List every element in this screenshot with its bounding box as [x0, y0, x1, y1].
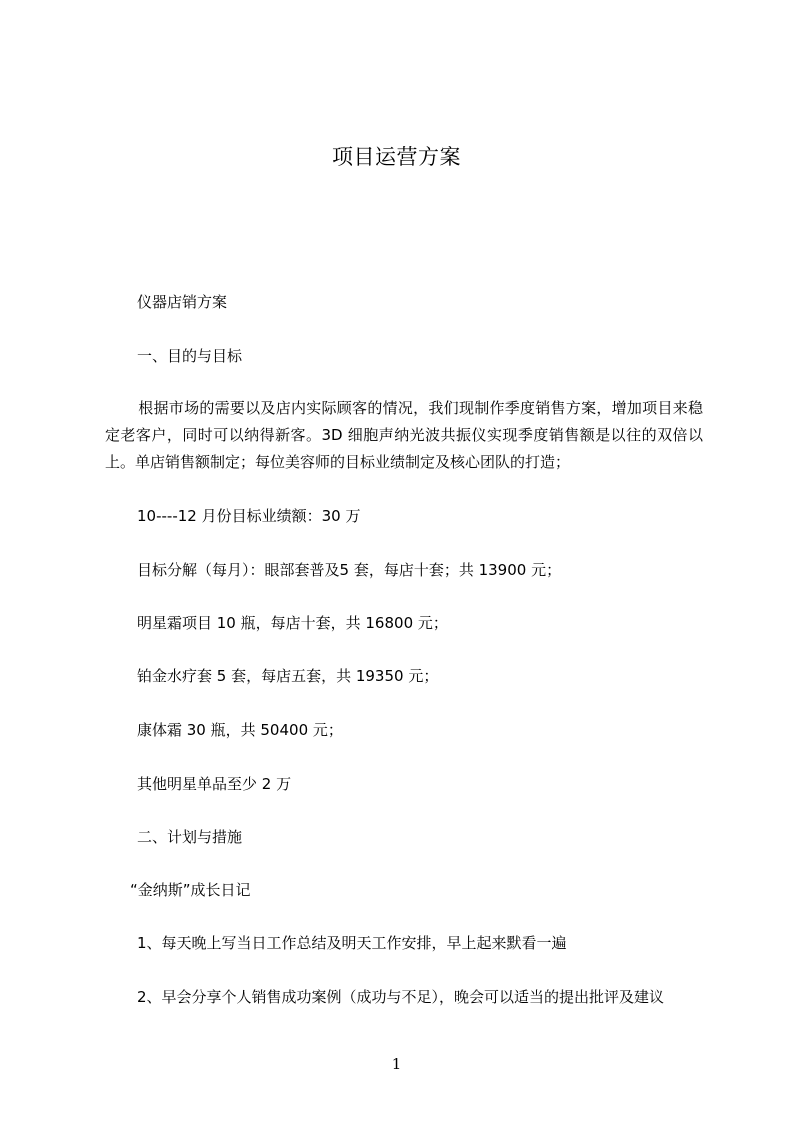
section-heading-goals: 一、目的与目标: [137, 347, 243, 365]
section-heading-measures: 二、计划与措施: [137, 828, 243, 846]
measure-item-1: 1、每天晚上写当日工作总结及明天工作安排，早上起来默看一遍: [137, 934, 567, 952]
target-item-platinum: 铂金水疗套 5 套，每店五套，共 19350 元；: [137, 667, 439, 685]
measure-item-2: 2、早会分享个人销售成功案例（成功与不足），晚会可以适当的提出批评及建议: [137, 988, 665, 1006]
document-title: 项目运营方案: [332, 145, 461, 169]
target-breakdown: 目标分解（每月）：眼部套普及5 套，每店十套；共 13900 元；: [137, 561, 562, 579]
target-item-star-cream: 明星霜项目 10 瓶，每店十套，共 16800 元；: [137, 614, 448, 632]
target-item-body-cream: 康体霜 30 瓶，共 50400 元；: [137, 721, 343, 739]
target-item-other: 其他明星单品至少 2 万: [137, 775, 292, 793]
intro-paragraph: [105, 395, 703, 476]
target-total: 10----12 月份目标业绩额：30 万: [137, 507, 361, 525]
diary-heading: “金纳斯”成长日记: [130, 881, 251, 899]
intro-paragraph-text: 根据市场的需要以及店内实际顾客的情况，我们现制作季度销售方案，增加项目来稳定老客户，同时可以纳得新客。3D 细胞声纳光波共振仪实现季度销售额是以往的双倍以上。单店销售额制定；每位美容师的目标业绩制定及核心团队的打造；: [105, 399, 703, 471]
plan-subtitle: 仪器店销方案: [137, 293, 228, 311]
page-number: 1: [391, 1055, 402, 1073]
